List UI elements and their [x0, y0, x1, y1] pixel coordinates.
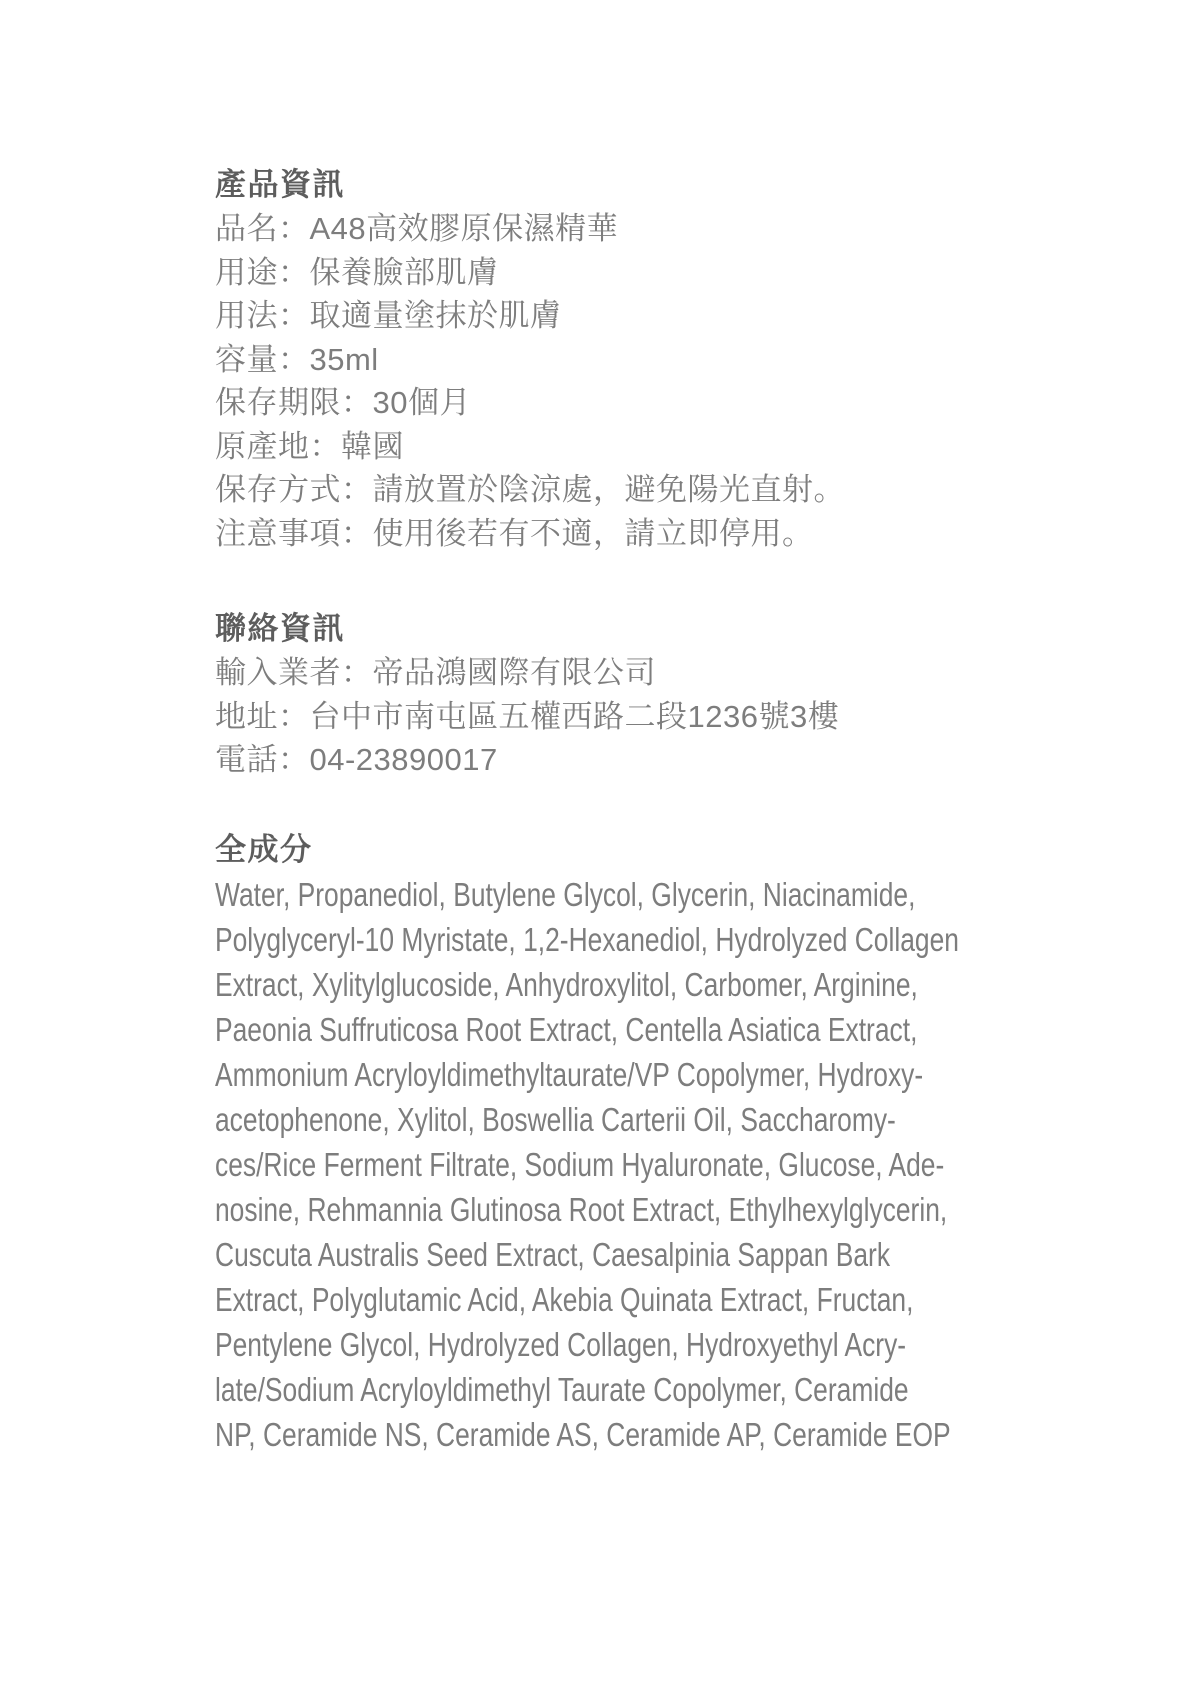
product-info-line: 注意事項：使用後若有不適，請立即停用。 — [215, 515, 814, 551]
product-info-line: 原產地：韓國 — [215, 428, 404, 464]
contact-info-line: 輸入業者：帝品鴻國際有限公司 — [215, 655, 656, 690]
contact-info-section — [215, 607, 1135, 782]
ingredients-line: acetophenone, Xylitol, Boswellia Carterii Oil, Saccharomy- — [215, 1100, 896, 1138]
ingredients-line: Pentylene Glycol, Hydrolyzed Collagen, Hydroxyethyl Acry- — [215, 1325, 907, 1363]
section-body — [215, 651, 1135, 782]
product-info-line: 保存期限：30個月 — [215, 385, 471, 420]
ingredients-line: late/Sodium Acryloyldimethyl Taurate Copolymer, Ceramide — [215, 1370, 909, 1408]
product-info-heading: 產品資訊 — [215, 167, 345, 202]
ingredients-line: Water, Propanediol, Butylene Glycol, Glycerin, Niacinamide, — [215, 875, 916, 913]
section-body — [215, 207, 1135, 555]
contact-info-line: 電話：04-23890017 — [215, 742, 498, 777]
product-info-line: 保存方式：請放置於陰涼處，避免陽光直射。 — [215, 472, 845, 507]
ingredients-line: Ammonium Acryloyldimethyltaurate/VP Copolymer, Hydroxy- — [215, 1055, 924, 1093]
contact-info-heading: 聯絡資訊 — [215, 611, 345, 646]
ingredients-heading: 全成分 — [215, 831, 313, 867]
section-body — [215, 872, 1135, 1457]
ingredients-line: Extract, Xylitylglucoside, Anhydroxylitol, Carbomer, Arginine, — [215, 965, 918, 1003]
ingredients-line: Extract, Polyglutamic Acid, Akebia Quinata Extract, Fructan, — [215, 1280, 914, 1318]
ingredients-line: Cuscuta Australis Seed Extract, Caesalpinia Sappan Bark — [215, 1235, 891, 1273]
ingredients-line: Paeonia Suffruticosa Root Extract, Centella Asiatica Extract, — [215, 1010, 918, 1048]
ingredients-line: nosine, Rehmannia Glutinosa Root Extract, Ethylhexylglycerin, — [215, 1190, 948, 1228]
product-info-section — [215, 163, 1135, 555]
contact-info-line: 地址：台中市南屯區五權西路二段1236號3樓 — [215, 698, 840, 734]
product-info-line: 容量：35ml — [215, 341, 379, 377]
product-detail-document — [215, 163, 1135, 1509]
ingredients-line: ces/Rice Ferment Filtrate, Sodium Hyaluronate, Glucose, Ade- — [215, 1145, 945, 1183]
ingredients-line: Polyglyceryl-10 Myristate, 1,2-Hexanediol, Hydrolyzed Collagen — [215, 920, 959, 958]
ingredients-section — [215, 828, 1135, 1457]
ingredients-line: NP, Ceramide NS, Ceramide AS, Ceramide AP, Ceramide EOP — [215, 1415, 951, 1453]
product-info-line: 用途：保養臉部肌膚 — [215, 254, 499, 290]
product-info-line: 品名：A48高效膠原保濕精華 — [215, 211, 619, 246]
product-info-line: 用法：取適量塗抹於肌膚 — [215, 298, 562, 333]
